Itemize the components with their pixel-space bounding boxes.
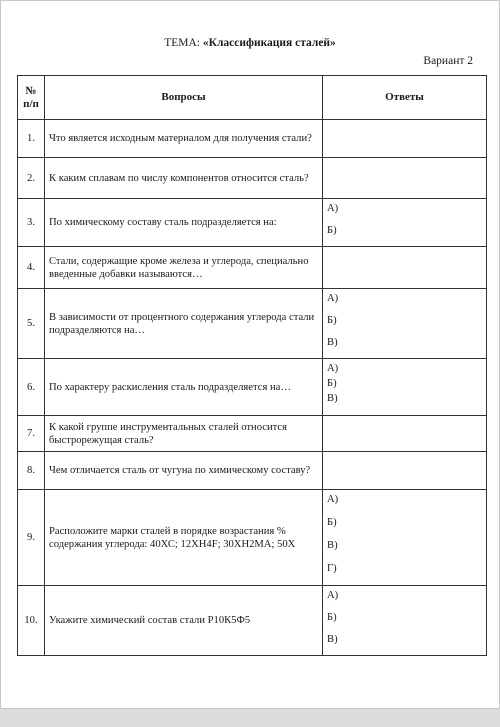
answer-option: А)	[327, 494, 339, 505]
answer-option: А)	[327, 590, 339, 601]
answer-option: В)	[327, 393, 338, 404]
variant-label: Вариант 2	[423, 55, 473, 67]
answer-option: Б)	[327, 612, 337, 623]
answers-column-header: Ответы	[323, 76, 487, 120]
row-number: 4.	[18, 247, 45, 289]
num-header-line2: п/п	[23, 97, 39, 110]
answer-option: Б)	[327, 517, 337, 528]
topic-label: ТЕМА:	[164, 37, 200, 49]
answer-option: А)	[327, 293, 339, 304]
table-row	[18, 586, 487, 656]
table-row	[18, 158, 487, 199]
table-header-row	[18, 76, 487, 120]
question-text: В зависимости от процентного содержания углерода стали подразделяются на…	[45, 289, 323, 359]
question-text: К какой группе инструментальных сталей относится быстрорежущая сталь?	[45, 416, 323, 452]
answer-cell	[323, 120, 487, 158]
row-number: 10.	[18, 586, 45, 656]
num-header-line1: №	[25, 84, 37, 97]
questions-column-header: Вопросы	[45, 76, 323, 120]
answer-cell	[323, 359, 487, 416]
table-row	[18, 289, 487, 359]
table-row	[18, 452, 487, 490]
table-row	[18, 490, 487, 586]
table-row	[18, 247, 487, 289]
answer-option: В)	[327, 634, 338, 645]
answer-option: В)	[327, 337, 338, 348]
answer-cell	[323, 247, 487, 289]
answer-option: Г)	[327, 563, 337, 574]
question-text: Что является исходным материалом для получения стали?	[45, 120, 323, 158]
answer-cell	[323, 490, 487, 586]
table-row	[18, 120, 487, 158]
table-row	[18, 359, 487, 416]
num-column-header	[18, 76, 45, 120]
row-number: 5.	[18, 289, 45, 359]
answer-cell	[323, 416, 487, 452]
answer-option: Б)	[327, 378, 337, 389]
question-text: По химическому составу сталь подразделяется на:	[45, 199, 323, 247]
answer-cell	[323, 199, 487, 247]
row-number: 7.	[18, 416, 45, 452]
question-text: Расположите марки сталей в порядке возрастания % содержания углерода: 40ХС; 12ХН4F; 30ХН2МА; 50Х	[45, 490, 323, 586]
question-text: Стали, содержащие кроме железа и углерода, специально введенные добавки называются…	[45, 247, 323, 289]
answer-cell	[323, 452, 487, 490]
page-title	[1, 37, 499, 49]
answer-option: А)	[327, 363, 339, 374]
row-number: 6.	[18, 359, 45, 416]
answer-option: В)	[327, 540, 338, 551]
answer-cell	[323, 586, 487, 656]
question-text: Укажите химический состав стали Р10К5Ф5	[45, 586, 323, 656]
question-text: По характеру раскисления сталь подразделяется на…	[45, 359, 323, 416]
answer-option: А)	[327, 203, 339, 214]
row-number: 8.	[18, 452, 45, 490]
answer-option: Б)	[327, 315, 337, 326]
row-number: 3.	[18, 199, 45, 247]
table-row	[18, 416, 487, 452]
answer-cell	[323, 158, 487, 199]
answer-option: Б)	[327, 225, 337, 236]
row-number: 2.	[18, 158, 45, 199]
question-text: К каким сплавам по числу компонентов относится сталь?	[45, 158, 323, 199]
questions-table	[17, 75, 487, 656]
topic-name: «Классификация сталей»	[202, 37, 336, 49]
row-number: 9.	[18, 490, 45, 586]
table-row	[18, 199, 487, 247]
row-number: 1.	[18, 120, 45, 158]
answer-cell	[323, 289, 487, 359]
question-text: Чем отличается сталь от чугуна по химическому составу?	[45, 452, 323, 490]
